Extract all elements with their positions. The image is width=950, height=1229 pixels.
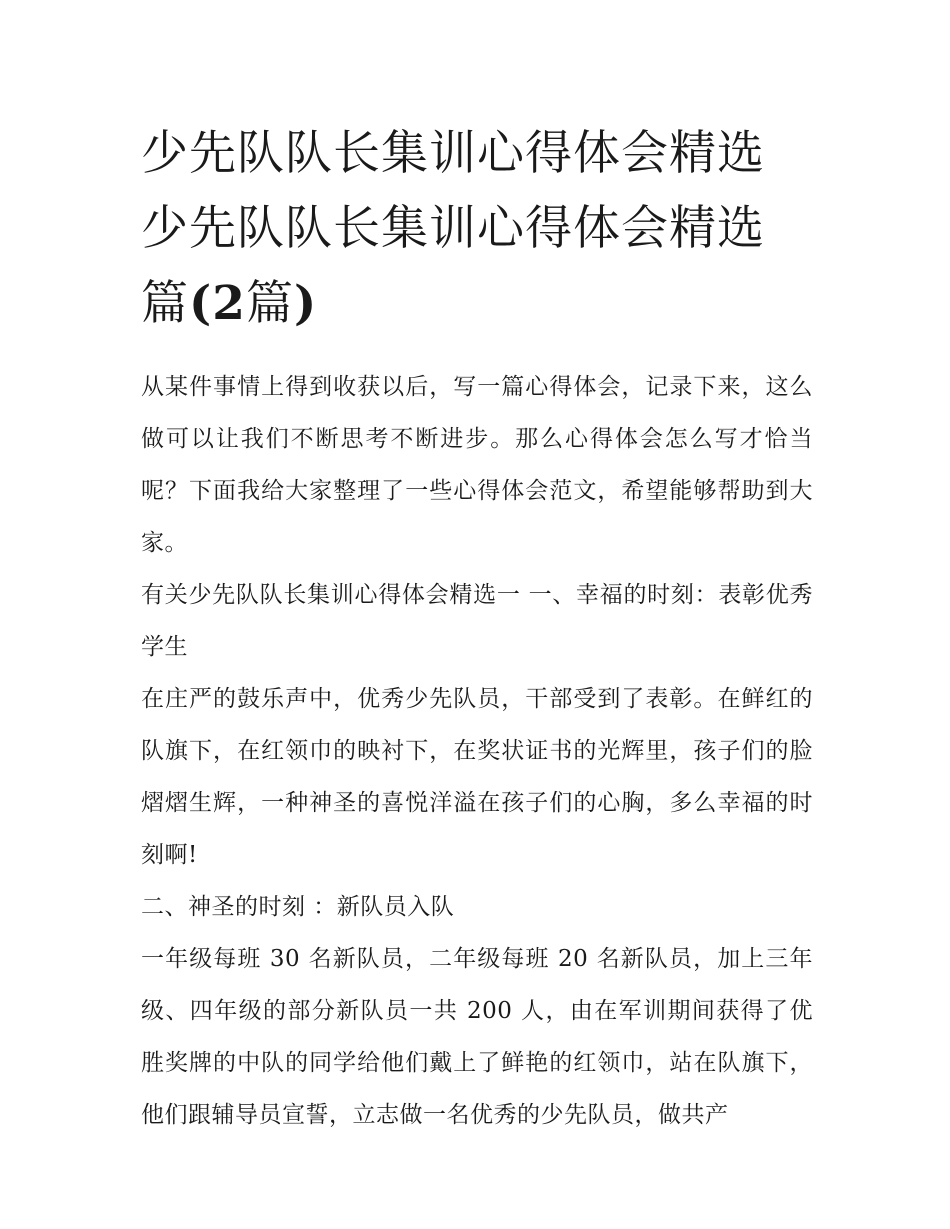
title-line-1: 少先队队长集训心得体会精选 (141, 126, 765, 181)
title-line-3-prefix: 篇 (141, 276, 189, 331)
paragraph-section-1-heading: 有关少先队队长集训心得体会精选一 一、幸福的时刻：表彰优秀学生 (141, 582, 813, 660)
paragraph-section-2-heading: 二、神圣的时刻 ：新队员入队 (141, 894, 455, 920)
title-line-3-mid: 篇 (245, 276, 294, 331)
paragraph-section-2-body: 一年级每班 30 名新队员，二年级每班 20 名新队员，加上三年级、四年级的部分新队员一共 200 人，由在军训期间获得了优胜奖牌的中队的同学给他们戴上了鲜艳的红领巾，站在队旗下，他们跟辅导员宣誓，立志做一名优秀的少先队员，做共产 (141, 946, 813, 1128)
document-page (141, 116, 813, 1141)
title-line-3-number: (2 (189, 276, 246, 331)
paragraph-section-1-body: 在庄严的鼓乐声中，优秀少先队员，干部受到了表彰。在鲜红的队旗下，在红领巾的映衬下，在奖状证书的光辉里，孩子们的脸熠熠生辉，一种神圣的喜悦洋溢在孩子们的心胸，多么幸福的时刻啊! (141, 686, 813, 868)
title-line-3-end: ) (293, 276, 318, 331)
paragraph-intro: 从某件事情上得到收获以后，写一篇心得体会，记录下来，这么做可以让我们不断思考不断进步。那么心得体会怎么写才恰当呢？下面我给大家整理了一些心得体会范文，希望能够帮助到大家。 (141, 374, 813, 556)
document-title (141, 116, 813, 341)
document-body (141, 361, 813, 1141)
title-line-2: 少先队队长集训心得体会精选 (141, 201, 765, 256)
